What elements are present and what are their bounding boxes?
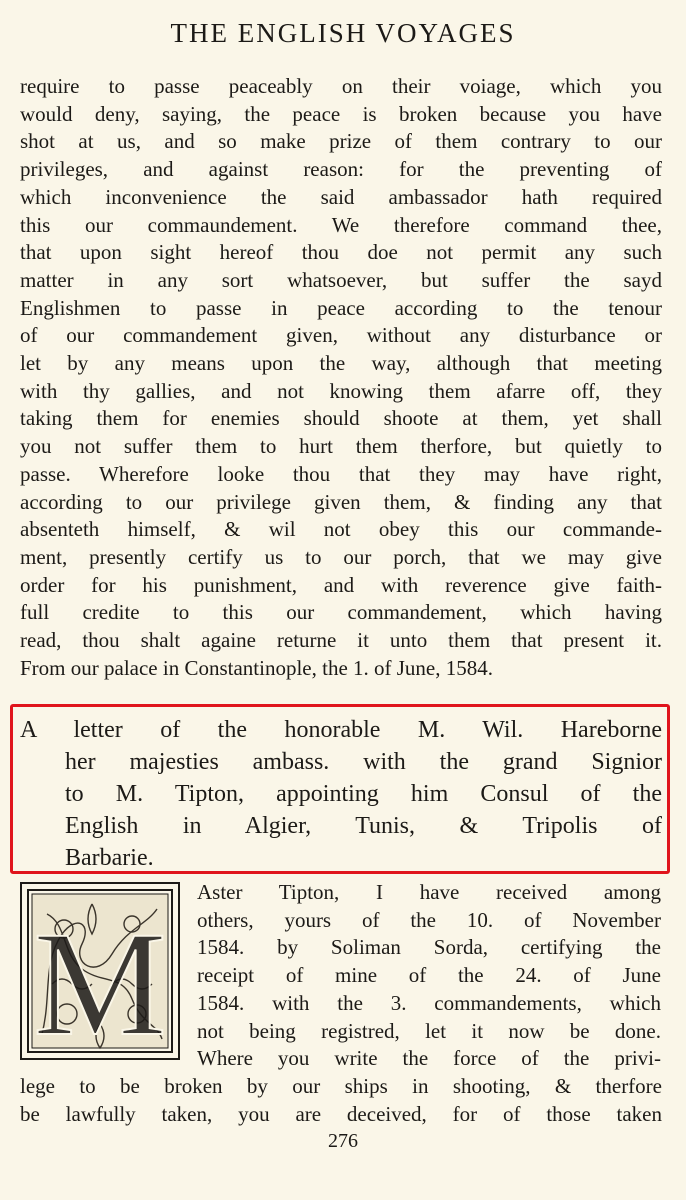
- text-line: absenteth himself, & wil not obey this our commande-: [20, 517, 662, 542]
- text-line: require to passe peaceably on their voiage, which you: [20, 74, 662, 98]
- text-line: with thy gallies, and not knowing them afarre off, they: [20, 378, 662, 403]
- heading-line: her majesties ambass. with the grand Signior: [65, 749, 662, 775]
- text-line: which inconvenience the said ambassador hath required: [20, 184, 662, 209]
- text-line: 1584. by Soliman Sorda, certifying the: [197, 935, 661, 960]
- text-line: Englishmen to passe in peace according to the tenour: [20, 295, 662, 320]
- text-line: taking them for enemies should shoote at them, yet shall: [20, 406, 662, 431]
- text-line: order for his punishment, and with reverence give faith-: [20, 572, 662, 597]
- text-line: this our commaundement. We therefore command thee,: [20, 212, 662, 237]
- decorated-initial: [20, 882, 180, 1060]
- text-line: 1584. with the 3. commandements, which: [197, 990, 661, 1015]
- text-line: read, thou shalt againe returne it unto them that present it.: [20, 628, 662, 653]
- letter-heading: [20, 714, 662, 874]
- text-line: ment, presently certify us to our porch, that we may give: [20, 544, 662, 569]
- text-line: shot at us, and so make prize of them contrary to our: [20, 129, 662, 154]
- text-line: matter in any sort whatsoever, but suffer the sayd: [20, 267, 662, 292]
- text-line: Where you write the force of the privi-: [197, 1046, 661, 1071]
- drop-cap-letter: M: [33, 901, 167, 1058]
- text-line: that upon sight hereof thou doe not permit any such: [20, 240, 662, 265]
- text-line: not being registred, let it now be done.: [197, 1018, 661, 1043]
- text-line: let by any means upon the way, although that meeting: [20, 351, 662, 376]
- text-line: Aster Tipton, I have received among: [197, 880, 661, 904]
- text-line: passe. Wherefore looke thou that they may have right,: [20, 461, 662, 486]
- letter-continuation: [20, 1073, 662, 1128]
- heading-line: to M. Tipton, appointing him Consul of the: [65, 781, 662, 807]
- text-line: privileges, and against reason: for the preventing of: [20, 157, 662, 182]
- heading-line: English in Algier, Tunis, & Tripolis of: [65, 813, 662, 839]
- heading-line: A letter of the honorable M. Wil. Hareborne: [20, 717, 662, 743]
- page-number: 276: [328, 1130, 358, 1152]
- running-head: THE ENGLISH VOYAGES: [170, 18, 516, 48]
- text-line: be lawfully taken, you are deceived, for of those taken: [20, 1101, 662, 1126]
- ornament-icon: [22, 884, 178, 1058]
- text-line: full credite to this our commandement, which having: [20, 600, 662, 625]
- text-line: others, yours of the 10. of November: [197, 907, 661, 932]
- text-line: you not suffer them to hurt them therfore, but quietly to: [20, 434, 662, 459]
- body-text: [20, 73, 662, 682]
- text-line: lege to be broken by our ships in shooting, & therfore: [20, 1074, 662, 1098]
- heading-line: Barbarie.: [65, 845, 154, 871]
- text-line: From our palace in Constantinople, the 1. of June, 1584.: [20, 655, 494, 680]
- text-line: would deny, saying, the peace is broken because you have: [20, 101, 662, 126]
- letter-opening: [197, 879, 661, 1073]
- text-line: of our commandement given, without any disturbance or: [20, 323, 662, 348]
- text-line: receipt of mine of the 24. of June: [197, 963, 661, 988]
- text-line: according to our privilege given them, & finding any that: [20, 489, 662, 514]
